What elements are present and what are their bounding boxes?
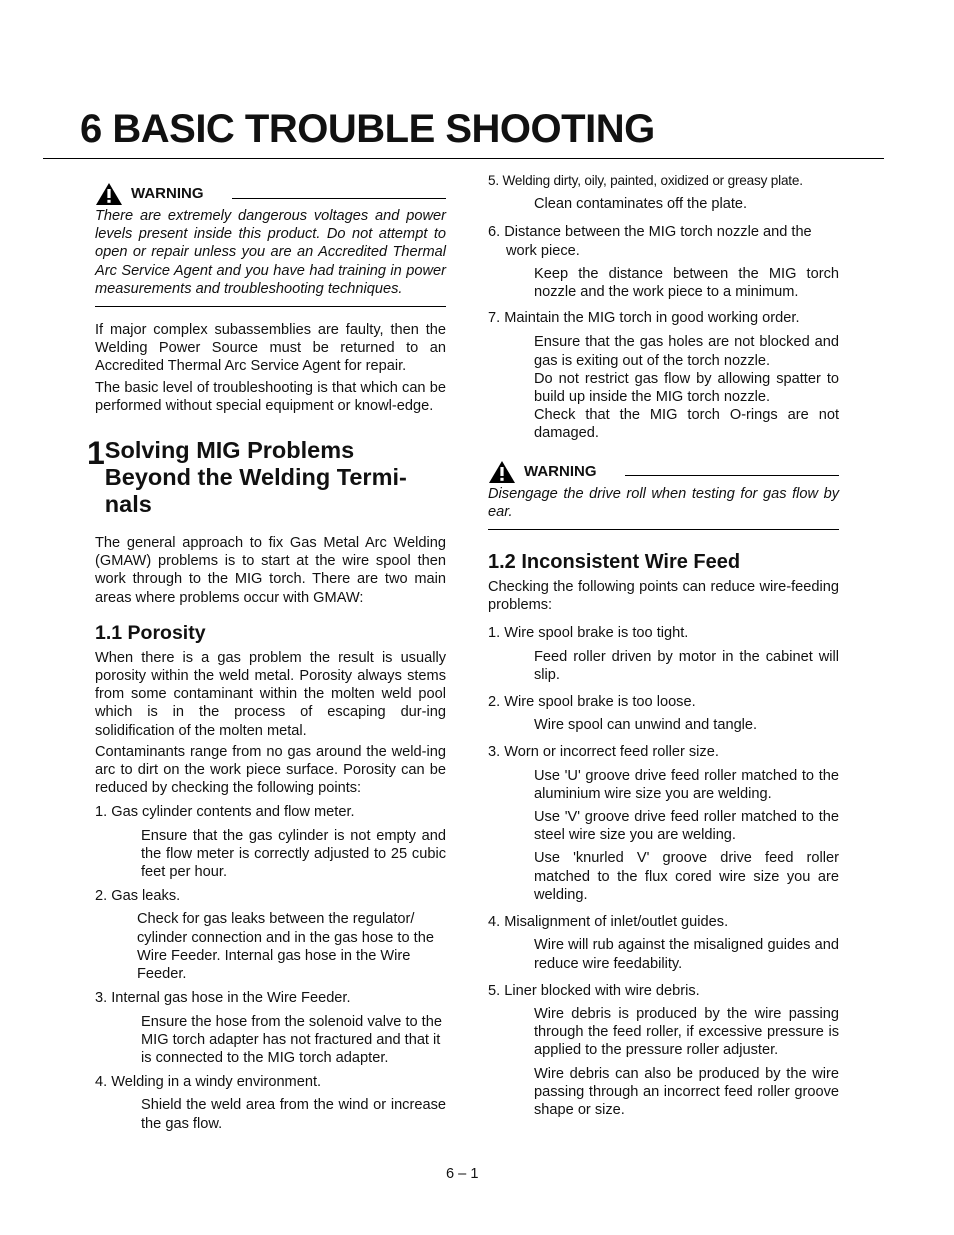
list-item-title: 7. Maintain the MIG torch in good working order. [488,310,800,327]
section-intro: The general approach to fix Gas Metal Arc Welding (GMAW) problems is to start at the wire spool then work through to the MIG torch. There are two main areas where problems occur with GMAW: [95,535,446,606]
list-item-text: Ensure the hose from the solenoid valve to the MIG torch adapter has not fractured and that it is connected to the MIG torch adapter. [141,1013,442,1066]
list-item-text: Wire will rub against the misaligned guides and reduce wire feedability. [534,937,839,972]
warning-box [95,181,446,307]
page-number: 6 – 1 [446,1166,479,1182]
warning-bottom-rule [95,306,446,307]
warning-box [488,459,839,530]
list-item-text: Use 'V' groove drive feed roller matched to the steel wire size you are welding. [534,809,839,844]
list-item-title: 4. Welding in a windy environment. [95,1074,322,1091]
list-item-title: 5. Liner blocked with wire debris. [488,982,700,999]
list-item-text: Shield the weld area from the wind or increase the gas flow. [141,1097,446,1132]
list-item-text: Use 'U' groove drive feed roller matched to the aluminium wire size you are welding. [534,767,839,802]
list-item [488,172,839,213]
warning-label: WARNING [131,184,204,202]
list-item [488,913,839,973]
list-item-title: 4. Misalignment of inlet/outlet guides. [488,914,729,931]
section-number: 1 [87,435,105,472]
wire-feed-intro: Checking the following points can reduce wire-feeding problems: [488,579,839,614]
left-column [87,181,446,1133]
list-item-title: 3. Internal gas hose in the Wire Feeder. [95,990,351,1007]
warning-bottom-rule [488,529,839,530]
porosity-list-continued [488,172,839,443]
wire-feed-list [488,624,839,1119]
chapter-title: 6 BASIC TROUBLE SHOOTING [80,107,655,151]
porosity-heading: 1.1 Porosity [95,621,206,644]
list-item-text: Wire debris is produced by the wire passing through the feed roller, if excessive pressure is applied to the pressure roller adjuster. [534,1005,839,1059]
chapter-divider [43,158,884,159]
warning-triangle-icon [488,460,516,484]
list-item-text: Keep the distance between the MIG torch nozzle and the work piece to a minimum. [534,265,839,301]
intro-paragraph: The basic level of troubleshooting is that which can be performed without special equipment or knowl-edge. [95,379,446,414]
list-item [488,982,839,1119]
list-item-text: Ensure that the gas cylinder is not empty and the flow meter is correctly adjusted to 25 cubic feet per hour. [141,827,446,881]
list-item-text: Do not restrict gas flow by allowing spatter to build up inside the MIG torch nozzle. [534,370,839,406]
porosity-list [95,803,446,1132]
list-item [95,989,446,1067]
warning-rule [625,475,840,476]
wire-feed-heading: 1.2 Inconsistent Wire Feed [488,551,741,574]
section-heading [87,435,446,518]
list-item-text: Wire spool can unwind and tangle. [534,717,758,734]
list-item-title: 1. Wire spool brake is too tight. [488,625,689,642]
warning-text: Disengage the drive roll when testing for gas flow by ear. [488,485,839,520]
porosity-paragraph: When there is a gas problem the result is usually porosity within the weld metal. Porosity always stems from some contaminant within the molten weld pool which is in the process of escaping dur-ing solidification of the molten metal. [95,649,446,739]
section-title: Solving MIG Problems Beyond the Welding Termi-nals [104,437,407,518]
warning-label: WARNING [524,462,597,480]
warning-triangle-icon [95,182,123,206]
list-item [488,309,839,442]
list-item [95,803,446,881]
warning-rule [232,198,447,199]
list-item-title: 6. Distance between the MIG torch nozzle and the work piece. [488,224,812,259]
list-item [488,743,839,904]
list-item [488,223,839,301]
list-item-text: Check that the MIG torch O-rings are not damaged. [534,407,839,442]
list-item-text: Check for gas leaks between the regulator/ cylinder connection and in the gas hose to the Wire Feeder. Internal gas hose in the Wire Feeder. [137,911,434,983]
list-item-text: Use 'knurled V' groove drive feed roller matched to the flux cored wire size you are welding. [534,850,839,903]
list-item-text: Ensure that the gas holes are not blocked and gas is exiting out of the torch nozzle. [534,334,839,369]
intro-paragraph: If major complex subassemblies are faulty, then the Welding Power Source must be returned to an Accredited Thermal Arc Service Agent for repair. [95,322,446,375]
list-item-title: 5. Welding dirty, oily, painted, oxidized or greasy plate. [488,173,803,188]
right-column [488,172,839,1119]
list-item-text: Feed roller driven by motor in the cabinet will slip. [534,648,839,683]
list-item-title: 3. Worn or incorrect feed roller size. [488,744,719,761]
porosity-paragraph: Contaminants range from no gas around the weld-ing arc to dirt on the work piece surface. Porosity can be reduced by checking the following points: [95,743,446,797]
list-item-title: 1. Gas cylinder contents and flow meter. [95,804,355,821]
list-item-text: Clean contaminates off the plate. [534,196,748,213]
list-item-text: Wire debris can also be produced by the wire passing through an incorrect feed roller groove shape or size. [534,1065,839,1118]
list-item [488,693,839,734]
list-item-title: 2. Gas leaks. [95,888,181,905]
list-item [488,624,839,684]
list-item [95,887,446,983]
list-item-title: 2. Wire spool brake is too loose. [488,694,696,711]
list-item [95,1073,446,1133]
warning-text: There are extremely dangerous voltages and power levels present inside this product. Do not attempt to open or repair unless you are an Accredited Thermal Arc Service Agent and you have had training in power measurements and troubleshooting techniques. [95,208,446,297]
